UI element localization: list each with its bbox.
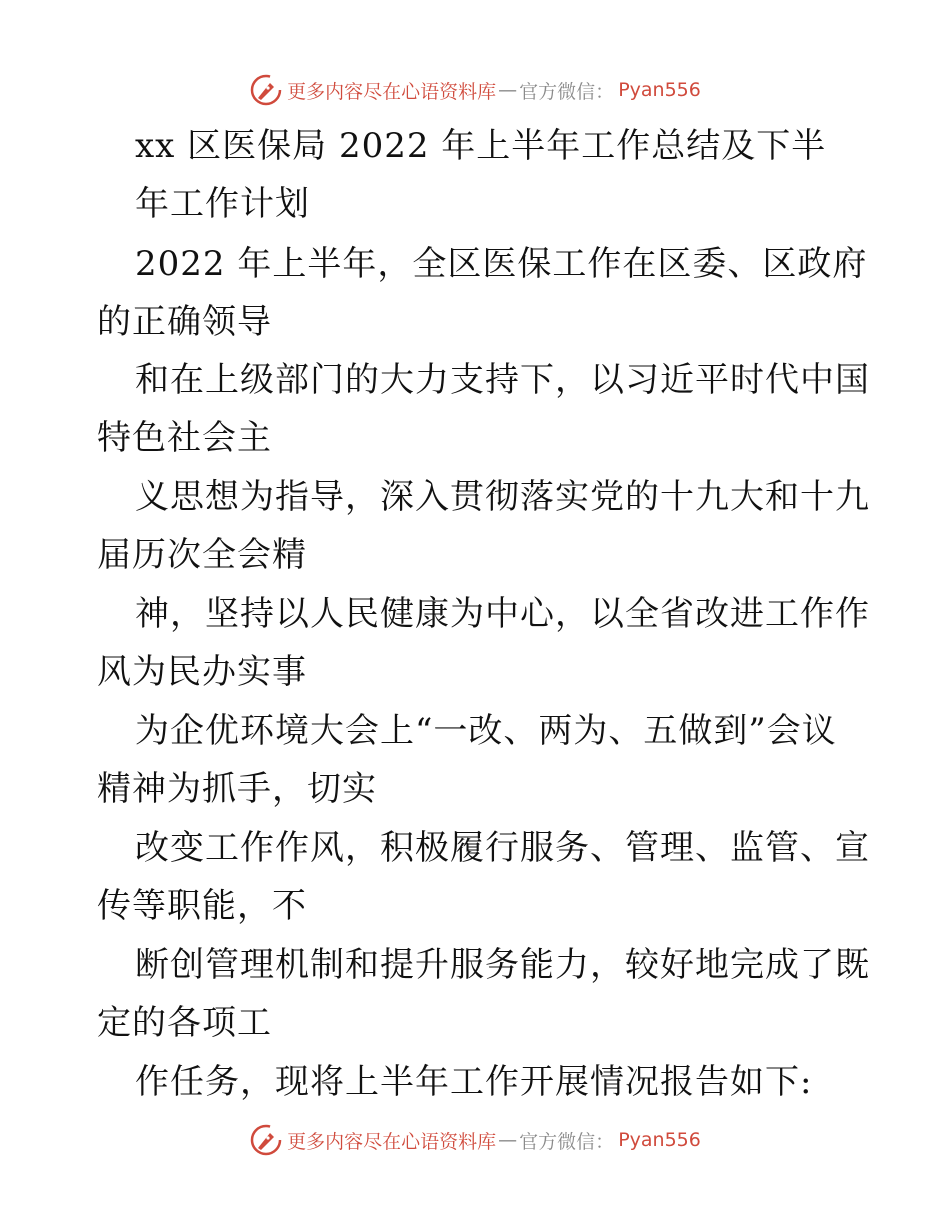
paragraph-line: 为企优环境大会上“一改、两为、五做到”会议 [135,711,837,751]
paragraph-line: 义思想为指导，深入贯彻落实党的十九大和十九 [135,477,870,517]
document-title-line-1: xx 区医保局 2022 年上半年工作总结及下半 [135,126,827,166]
promo-text: 更多内容尽在心语资料库 [287,1130,497,1153]
paragraph-line: 定的各项工 [97,1003,272,1043]
paragraph-line: 神，坚持以人民健康为中心，以全省改进工作作 [135,594,870,634]
separator-dash: — [498,1129,518,1151]
promo-text: 更多内容尽在心语资料库 [287,80,497,103]
official-wechat-label: 官方微信： [519,1130,615,1153]
wechat-id: Pyan556 [618,79,701,101]
paragraph-line: 的正确领导 [97,302,272,342]
paragraph-line: 改变工作作风，积极履行服务、管理、监管、宣 [135,828,870,868]
paragraph-line: 断创管理机制和提升服务能力，较好地完成了既 [135,945,870,985]
wechat-id: Pyan556 [618,1129,701,1151]
separator-dash: — [498,79,518,101]
paragraph-line: 和在上级部门的大力支持下，以习近平时代中国 [135,360,870,400]
paragraph-line: 作任务，现将上半年工作开展情况报告如下: [135,1062,813,1102]
paragraph-line: 2022 年上半年，全区医保工作在区委、区政府 [135,244,868,284]
document-title-line-2: 年工作计划 [135,184,310,224]
header-watermark-banner [0,70,950,110]
paragraph-line: 特色社会主 [97,418,272,458]
paragraph-line: 风为民办实事 [97,652,307,692]
footer-watermark-banner [0,1120,950,1160]
official-wechat-label: 官方微信： [519,80,615,103]
paragraph-line: 届历次全会精 [97,535,307,575]
pen-nib-logo-icon [249,73,283,107]
pen-nib-logo-icon [249,1123,283,1157]
paragraph-line: 精神为抓手，切实 [97,769,377,809]
paragraph-line: 传等职能，不 [97,886,307,926]
